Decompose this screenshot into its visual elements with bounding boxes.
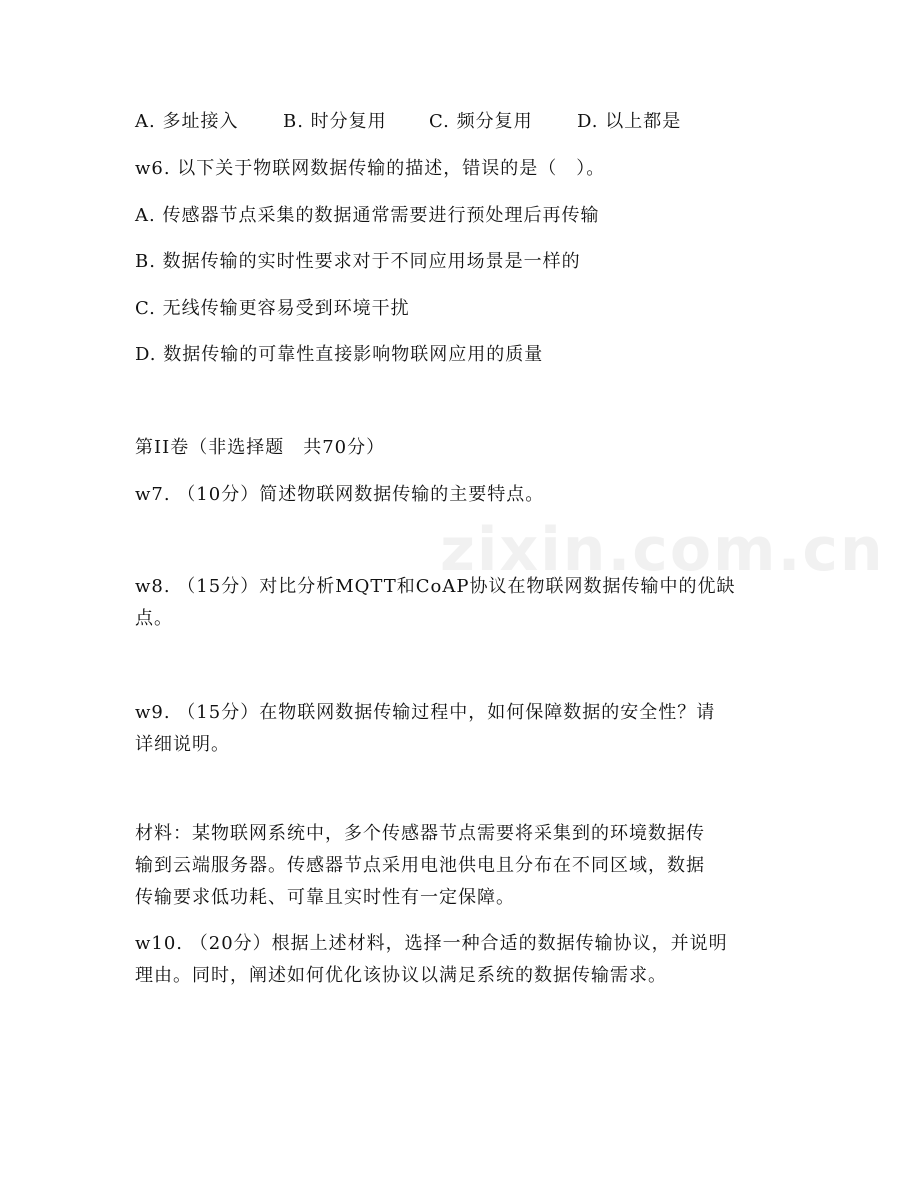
q5-option-d: D. 以上都是 xyxy=(577,111,682,132)
q6-option-c: C. 无线传输更容易受到环境干扰 xyxy=(135,298,410,319)
q5-option-c: C. 频分复用 xyxy=(429,111,533,132)
q6-stem: w6. 以下关于物联网数据传输的描述，错误的是（ ）。 xyxy=(135,158,606,179)
q5-option-b: B. 时分复用 xyxy=(283,111,387,132)
q6-option-d: D. 数据传输的可靠性直接影响物联网应用的质量 xyxy=(135,344,544,365)
q6-option-a: A. 传感器节点采集的数据通常需要进行预处理后再传输 xyxy=(135,205,600,226)
part2-heading: 第II卷（非选择题 共70分） xyxy=(135,437,386,458)
material-line1: 材料：某物联网系统中，多个传感器节点需要将采集到的环境数据传 xyxy=(135,823,705,844)
material-line3: 传输要求低功耗、可靠且实时性有一定保障。 xyxy=(135,887,515,908)
q7: w7. （10分）简述物联网数据传输的主要特点。 xyxy=(135,484,545,505)
q9-line2: 详细说明。 xyxy=(135,734,230,755)
q5-option-a: A. 多址接入 xyxy=(135,111,239,132)
q10-line2: 理由。同时，阐述如何优化该协议以满足系统的数据传输需求。 xyxy=(135,965,667,986)
watermark: zixin.com.cn xyxy=(440,515,885,585)
q9-line1: w9. （15分）在物联网数据传输过程中，如何保障数据的安全性？请 xyxy=(135,702,716,723)
q8-line2: 点。 xyxy=(135,608,173,629)
q5-options xyxy=(135,107,681,137)
q8-line1: w8. （15分）对比分析MQTT和CoAP协议在物联网数据传输中的优缺 xyxy=(135,576,736,597)
q10-line1: w10. （20分）根据上述材料，选择一种合适的数据传输协议，并说明 xyxy=(135,933,728,954)
q6-option-b: B. 数据传输的实时性要求对于不同应用场景是一样的 xyxy=(135,251,581,272)
material-line2: 输到云端服务器。传感器节点采用电池供电且分布在不同区域，数据 xyxy=(135,855,705,876)
